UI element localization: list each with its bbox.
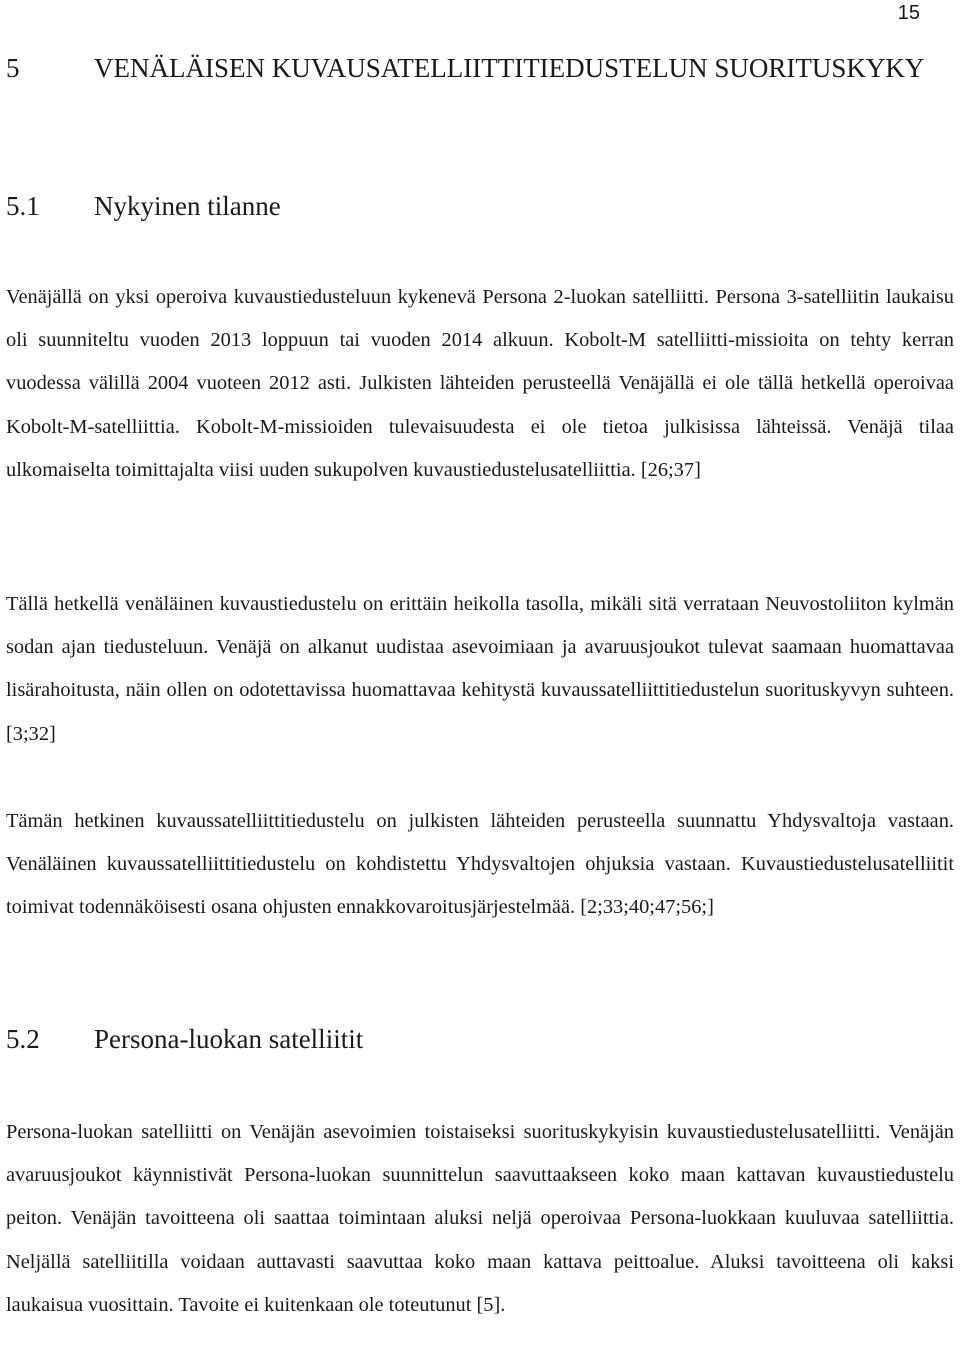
chapter-number: 5 bbox=[6, 53, 20, 83]
section-number: 5.2 bbox=[6, 1024, 40, 1054]
paragraph: Persona-luokan satelliitti on Venäjän asevoimien toistaiseksi suorituskykyisin kuvaustiedustelusatelliitti. Venäjän avaruusjoukot käynnistivät Persona-luokan suunnittelun saavuttaakseen koko maan kattavan kuvaustiedustelu peiton. Venäjän tavoitteena oli saattaa toimintaan aluksi neljä operoivaa Persona-luokkaan kuuluvaa satelliittia. Neljällä satelliitilla voidaan auttavasti saavuttaa koko maan kattava peittoalue. Aluksi tavoitteena oli kaksi laukaisua vuosittain. Tavoite ei kuitenkaan ole toteutunut [5]. bbox=[6, 1121, 954, 1316]
paragraph: Tällä hetkellä venäläinen kuvaustiedustelu on erittäin heikolla tasolla, mikäli sitä verrataan Neuvostoliiton kylmän sodan ajan tiedusteluun. Venäjä on alkanut uudistaa asevoimiaan ja avaruusjoukot tulevat saamaan huomattavaa lisärahoitusta, näin ollen on odotettavissa huomattavaa kehitystä kuvaussatelliittitiedustelun suorituskyvyn suhteen. [3;32] bbox=[6, 593, 954, 745]
chapter-title: VENÄLÄISEN KUVAUSATELLIITTITIEDUSTELUN SUORITUSKYKY bbox=[94, 53, 925, 83]
chapter-heading bbox=[6, 44, 952, 93]
section-heading-5-2 bbox=[6, 1021, 363, 1057]
section-heading-5-1 bbox=[6, 188, 281, 224]
paragraph: Tämän hetkinen kuvaussatelliittitiedustelu on julkisten lähteiden perusteella suunnattu Yhdysvaltoja vastaan. Venäläinen kuvaussatelliittitiedustelu on kohdistettu Yhdysvaltojen ohjuksia vastaan. Kuvaustiedustelusatelliitit toimivat todennäköisesti osana ohjusten ennakkovaroitusjärjestelmää. [2;33;40;47;56;] bbox=[6, 810, 954, 919]
paragraph: Venäjällä on yksi operoiva kuvaustiedusteluun kykenevä Persona 2-luokan satelliitti. Persona 3-satelliitin laukaisu oli suunniteltu vuoden 2013 loppuun tai vuoden 2014 alkuun. Kobolt-M satelliitti-missioita on tehty kerran vuodessa välillä 2004 vuoteen 2012 asti. Julkisten lähteiden perusteellä Venäjällä ei ole tällä hetkellä operoivaa Kobolt-M-satelliittia. Kobolt-M-missioiden tulevaisuudesta ei ole tietoa julkisissa lähteissä. Venäjä tilaa ulkomaiselta toimittajalta viisi uuden sukupolven kuvaustiedustelusatelliittia. [26;37] bbox=[6, 286, 954, 481]
section-number: 5.1 bbox=[6, 191, 40, 221]
section-title: Persona-luokan satelliitit bbox=[94, 1024, 364, 1054]
page-number: 15 bbox=[897, 2, 920, 24]
section-title: Nykyinen tilanne bbox=[94, 191, 281, 221]
